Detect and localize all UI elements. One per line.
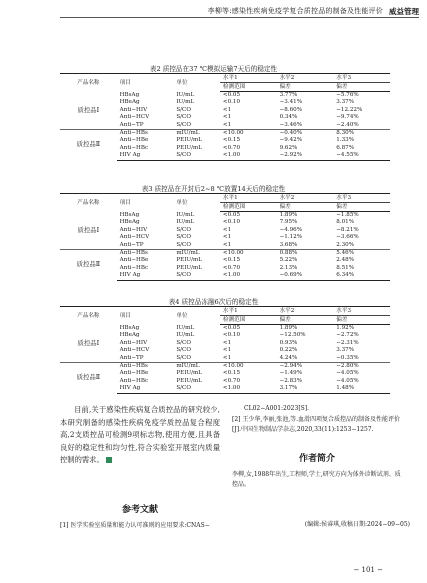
table-cell: 2.13%	[279, 264, 298, 271]
table-cell: IU/mL	[176, 324, 195, 331]
table-cell: Anti−HBe	[119, 137, 149, 144]
table-cell: Anti−HCV	[119, 347, 150, 354]
table-cell: −12.22%	[336, 106, 363, 113]
table-cell: S/CO	[176, 226, 191, 233]
table-cell: <0.10	[222, 99, 241, 106]
references-heading: 参考文献	[121, 505, 158, 515]
table-cell: −2.80%	[333, 363, 390, 371]
table-cell: S/CO	[176, 114, 191, 121]
table-cell: 0.34%	[279, 114, 298, 121]
table-cell: −3.66%	[336, 234, 359, 241]
table-cell: S/CO	[173, 385, 220, 393]
header-level-3: 水平3	[333, 74, 390, 83]
table-cell: Anti−HIV	[119, 106, 148, 113]
table-cell: Anti−TP	[119, 354, 144, 361]
end-mark-icon	[106, 457, 112, 463]
table-cell: −12.50%	[279, 332, 306, 339]
header-item: 项目	[117, 307, 174, 325]
header-unit: 单位	[173, 74, 220, 92]
table-cell: −2.94%	[277, 363, 334, 371]
table-cell: HBeAg	[119, 219, 140, 226]
table-cell: <1	[222, 354, 232, 361]
table-cell: −2.72%	[336, 332, 359, 339]
table-cell: PEIU/mL	[176, 264, 203, 271]
header-product-name: 产品名称	[60, 307, 117, 325]
header-bias-3: 偏差	[333, 316, 390, 325]
header-bias-3: 偏差	[333, 83, 390, 92]
table-cell: 1.33%	[336, 137, 355, 144]
table-cell: −8.60%	[279, 106, 303, 113]
table-caption: 表3 质控品在开封后2~8 ℃放置14天后的稳定性	[141, 185, 286, 193]
stability-table	[60, 193, 390, 281]
table-cell: Anti−HBe	[119, 370, 149, 377]
table-cell: PEIU/mL	[176, 377, 203, 384]
header-item: 项目	[117, 194, 174, 212]
table-cell: <0.05	[222, 212, 241, 218]
table-cell: mIU/mL	[173, 250, 220, 258]
table-cell: 2.30%	[336, 241, 355, 248]
table-cell: HBeAg	[119, 332, 140, 339]
table-cell: <1	[222, 347, 232, 354]
header-unit: 单位	[173, 307, 220, 325]
table-cell: <1.00	[220, 272, 277, 280]
header-level-2: 水平2	[277, 194, 334, 203]
table-cell: S/CO	[176, 106, 191, 113]
table-cell: <10.00	[220, 130, 277, 138]
header-bias-2: 偏差	[277, 83, 334, 92]
table-cell: −1.12%	[279, 234, 303, 241]
table-cell: −4.05%	[336, 370, 359, 377]
table-cell: <1	[222, 121, 232, 128]
table-cell: 2.48%	[336, 257, 355, 264]
table-cell: Anti−HBe	[119, 257, 149, 264]
header-bias-2: 偏差	[277, 203, 334, 212]
table-caption: 表2 质控品在37 ℃模拟运输7天后的稳定性	[149, 65, 278, 73]
table-cell: 3.17%	[277, 385, 334, 393]
header-level-3: 水平3	[333, 194, 390, 203]
table-cell: Anti−HCV	[119, 114, 150, 121]
table-row	[60, 363, 390, 371]
table-cell: Anti−HBc	[119, 144, 149, 151]
author-bio: 李柳,女,1988年出生,工程师,学士,研究方向为体外诊断试剂、质控品。	[232, 471, 401, 488]
product-name-cell: 质控品Ⅰ	[77, 338, 100, 347]
header-range: 检测范围	[220, 203, 277, 212]
table-cell: HIV Ag	[117, 272, 174, 280]
table-cell: Anti−TP	[119, 121, 144, 128]
table-cell: 8.01%	[336, 219, 355, 226]
table-cell: 0.93%	[279, 339, 298, 346]
table-cell: −4.55%	[333, 152, 390, 160]
table-cell: S/CO	[173, 152, 220, 160]
table-cell: Anti−HBs	[117, 130, 174, 138]
table-cell: −1.49%	[279, 370, 303, 377]
table-cell: HBeAg	[119, 99, 140, 106]
table-cell: IU/mL	[176, 332, 195, 339]
product-name-cell: 质控品Ⅱ	[60, 130, 117, 161]
header-level-1: 水平1	[220, 194, 277, 203]
table-cell: −9.42%	[279, 137, 303, 144]
table-cell: −0.35%	[336, 354, 359, 361]
table-cell: Anti−TP	[119, 241, 144, 248]
editor-note: (编辑:侯睿琪,收稿日期:2024−09−05)	[304, 521, 410, 528]
table-cell: PEIU/mL	[176, 137, 203, 144]
table-cell: −2.83%	[279, 377, 303, 384]
header-product-name: 产品名称	[60, 74, 117, 92]
table-cell: −3.46%	[279, 121, 303, 128]
table-cell: <0.05	[222, 325, 241, 331]
table-cell: S/CO	[176, 241, 191, 248]
table-cell: Anti−HBc	[119, 264, 149, 271]
table-cell: 5.46%	[333, 250, 390, 258]
table-cell: IU/mL	[176, 219, 195, 226]
table-cell: <10.00	[220, 363, 277, 371]
table-cell: Anti−HBc	[119, 377, 149, 384]
table-cell: −4.05%	[336, 377, 359, 384]
table-cell: <0.70	[222, 377, 241, 384]
table-cell: <0.70	[222, 144, 241, 151]
table-row	[60, 250, 390, 258]
table-cell: <1	[222, 106, 232, 113]
page-number: − 101 −	[353, 566, 383, 574]
section-name: 威益管理	[389, 7, 419, 16]
table-row	[60, 325, 390, 333]
table-cell: <1	[222, 234, 232, 241]
table-cell: Anti−HBs	[117, 250, 174, 258]
header-range: 检测范围	[220, 316, 277, 325]
table-cell: −9.74%	[336, 114, 359, 121]
table-cell: S/CO	[176, 234, 191, 241]
table-cell: <1	[222, 226, 232, 233]
table-cell: 9.62%	[279, 144, 298, 151]
table-cell: <10.00	[220, 250, 277, 258]
table-caption: 表4 质控品冻融6次后的稳定性	[168, 298, 259, 306]
table-cell: 4.24%	[279, 354, 298, 361]
table-cell: S/CO	[176, 339, 191, 346]
table-cell: 1.48%	[333, 385, 390, 393]
table-row	[60, 212, 390, 220]
reference-1: [1] 医学实验室质量和能力认可准则的应用要求:CNAS−	[60, 522, 210, 529]
stability-table	[60, 306, 390, 394]
table-cell: mIU/mL	[173, 363, 220, 371]
product-name-cell: 质控品Ⅰ	[77, 105, 100, 114]
product-name-cell: 质控品Ⅰ	[77, 225, 100, 234]
product-name-cell: 质控品Ⅱ	[60, 363, 117, 394]
table-cell: Anti−HIV	[119, 226, 148, 233]
table-cell: 8.51%	[336, 264, 355, 271]
table-cell: 6.87%	[336, 144, 355, 151]
table-cell: <0.15	[222, 137, 241, 144]
table-cell: −4.96%	[279, 226, 303, 233]
table-cell: HIV Ag	[117, 152, 174, 160]
table-cell: 5.22%	[279, 257, 298, 264]
table-cell: PEIU/mL	[176, 144, 203, 151]
table-cell: S/CO	[173, 272, 220, 280]
header-level-2: 水平2	[277, 74, 334, 83]
reference-2: [2] 王少华,李丽,张池,等.血滑四项复合质控品的制备及性能评价[J].中国生物制品学杂志,2020,33(11):1253−1257.	[232, 416, 401, 433]
table-cell: −5.76%	[336, 92, 359, 98]
table-cell: IU/mL	[176, 91, 195, 98]
table-cell: Anti−HBs	[117, 363, 174, 371]
table-cell: 3.68%	[279, 241, 298, 248]
header-product-name: 产品名称	[60, 194, 117, 212]
table-cell: HBsAg	[119, 324, 140, 331]
table-row	[60, 92, 390, 100]
table-cell: 8.30%	[333, 130, 390, 138]
table-cell: −1.85%	[336, 212, 359, 218]
table-cell: S/CO	[176, 121, 191, 128]
header-level-1: 水平1	[220, 307, 277, 316]
table-cell: 1.89%	[279, 212, 298, 218]
product-name-cell: 质控品Ⅱ	[60, 250, 117, 281]
table-cell: IU/mL	[176, 211, 195, 218]
table-cell: −0.69%	[277, 272, 334, 280]
table-cell: <1.00	[220, 152, 277, 160]
table-cell: <0.70	[222, 264, 241, 271]
table-cell: 7.95%	[279, 219, 298, 226]
table-cell: <0.05	[222, 92, 241, 98]
table-cell: <0.10	[222, 332, 241, 339]
header-bias-2: 偏差	[277, 316, 334, 325]
page-header	[0, 0, 427, 22]
header-level-3: 水平3	[333, 307, 390, 316]
table-cell: S/CO	[176, 354, 191, 361]
table-cell: 1.92%	[336, 325, 355, 331]
table-cell: HBsAg	[119, 211, 140, 218]
table-cell: <1	[222, 339, 232, 346]
table-cell: Anti−HIV	[119, 339, 148, 346]
table-row	[60, 130, 390, 138]
table-cell: −0.40%	[277, 130, 334, 138]
header-bias-3: 偏差	[333, 203, 390, 212]
header-rule	[60, 17, 419, 18]
table-cell: <1	[222, 114, 232, 121]
table-cell: <1	[222, 241, 232, 248]
table-cell: PEIU/mL	[176, 370, 203, 377]
table-cell: <0.10	[222, 219, 241, 226]
table-cell: 0.22%	[279, 347, 298, 354]
table-cell: mIU/mL	[173, 130, 220, 138]
stability-table	[60, 73, 390, 161]
reference-1-cont: CL02−A001:2023[S].	[244, 405, 310, 412]
table-cell: IU/mL	[176, 99, 195, 106]
header-level-2: 水平2	[277, 307, 334, 316]
header-unit: 单位	[173, 194, 220, 212]
table-cell: HBsAg	[119, 91, 140, 98]
table-cell: 6.34%	[333, 272, 390, 280]
header-item: 项目	[117, 74, 174, 92]
table-cell: S/CO	[176, 347, 191, 354]
table-cell: −2.40%	[336, 121, 359, 128]
table-cell: 3.77%	[279, 92, 298, 98]
table-cell: 3.37%	[336, 347, 355, 354]
header-range: 检测范围	[220, 83, 277, 92]
conclusion-paragraph	[60, 404, 220, 467]
table-cell: PEIU/mL	[176, 257, 203, 264]
table-cell: −2.31%	[336, 339, 359, 346]
table-cell: <1.00	[220, 385, 277, 393]
table-cell: <0.15	[222, 370, 241, 377]
running-title: 李柳等:感染性疾病免疫学复合质控品的制备及性能评价	[207, 7, 383, 15]
table-cell: HIV Ag	[117, 385, 174, 393]
table-cell: −8.21%	[336, 226, 359, 233]
author-heading: 作者简介	[298, 454, 335, 464]
table-cell: −2.92%	[277, 152, 334, 160]
table-cell: 0.88%	[277, 250, 334, 258]
table-cell: <0.15	[222, 257, 241, 264]
table-cell: 3.37%	[336, 99, 355, 106]
table-cell: 1.89%	[279, 325, 298, 331]
conclusion-text: 目前,关于感染性疾病复合质控品的研究较少,本研究制备的感染性疾病免疫学质控品复合程度高,2支质控品可检测9项标志物,使用方便,且具备良好的稳定性和均匀性,符合实验室开展室内质量控制的需求。	[60, 405, 220, 464]
table-cell: −3.41%	[279, 99, 303, 106]
table-cell: Anti−HCV	[119, 234, 150, 241]
header-level-1: 水平1	[220, 74, 277, 83]
